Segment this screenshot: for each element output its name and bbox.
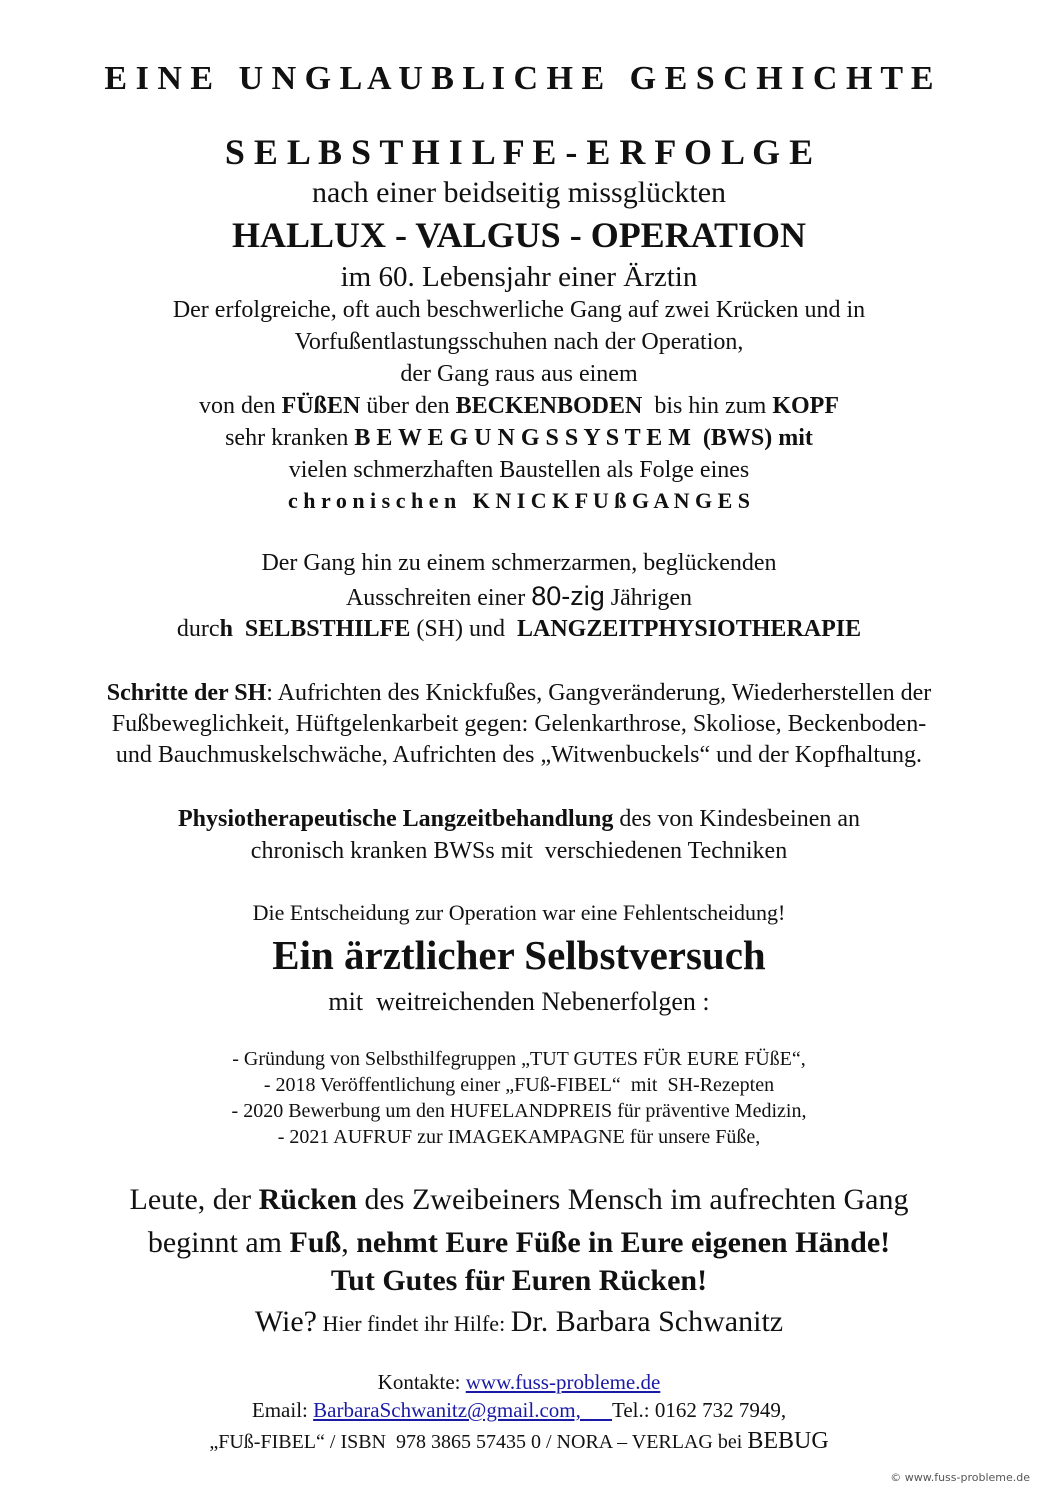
list-item: - Gründung von Selbsthilfegruppen „TUT GUTES FÜR EURE FÜßE“, bbox=[232, 1048, 806, 1070]
paragraph1-line4 bbox=[0, 393, 1038, 419]
text: : Aufrichten des Knickfußes, Gangveränderung, Wiederherstellen der bbox=[266, 680, 932, 706]
text: Ausschreiten einer bbox=[345, 585, 532, 611]
head-word: KOPF bbox=[772, 393, 839, 419]
paragraph1-line6: vielen schmerzhaften Baustellen als Folge eines bbox=[288, 457, 750, 483]
intro-line: nach einer beidseitig missglückten bbox=[311, 176, 727, 209]
steps-line3: und Bauchmuskelschwäche, Aufrichten des „Witwenbuckels“ und der Kopfhaltung. bbox=[115, 742, 923, 768]
text: des von Kindesbeinen an bbox=[613, 806, 860, 832]
movement-system-word: B E W E G U N G S S Y S T E M (BWS) mit bbox=[354, 425, 813, 451]
email-link[interactable]: BarbaraSchwanitz@gmail.com, bbox=[313, 1398, 612, 1422]
text: Jährigen bbox=[604, 585, 693, 611]
paragraph1-line7: c h r o n i s c h e n K N I C K F U ß G A N G E S bbox=[287, 488, 751, 513]
side-effects-line: mit weitreichenden Nebenerfolgen : bbox=[328, 987, 710, 1016]
website-link[interactable]: www.fuss-probleme.de bbox=[465, 1370, 661, 1394]
paragraph1-line3: der Gang raus aus einem bbox=[400, 361, 638, 387]
author-name: Dr. Barbara Schwanitz bbox=[510, 1305, 784, 1338]
paragraph1-line2: Vorfußentlastungsschuhen nach der Operation, bbox=[294, 329, 744, 355]
contact-label: Kontakte: bbox=[377, 1370, 466, 1394]
steps-label: Schritte der SH bbox=[106, 680, 267, 706]
appeal-bold: nehmt Eure Füße in Eure eigenen Hände! bbox=[356, 1226, 891, 1259]
physio-label: Physiotherapeutische Langzeitbehandlung bbox=[178, 806, 614, 832]
watermark: © www.fuss-probleme.de bbox=[890, 1471, 1030, 1484]
list-item: - 2021 AUFRUF zur IMAGEKAMPAGNE für unsere Füße, bbox=[277, 1126, 761, 1148]
phone-text: Tel.: 0162 732 7949, bbox=[612, 1398, 787, 1422]
text: , bbox=[341, 1226, 357, 1259]
list-item: - 2018 Veröffentlichung einer „FUß-FIBEL“ mit SH-Rezepten bbox=[263, 1074, 775, 1096]
paragraph1-line1: Der erfolgreiche, oft auch beschwerliche Gang auf zwei Krücken und in bbox=[172, 297, 866, 323]
text: sehr kranken bbox=[225, 425, 355, 451]
feet-word: FÜßEN bbox=[281, 393, 361, 419]
page-title: E I N E U N G L A U B L I C H E G E S C H I C H T E bbox=[104, 60, 934, 97]
contact-line bbox=[0, 1371, 1038, 1394]
text: : bbox=[499, 1311, 511, 1336]
text: (SH) und bbox=[410, 616, 517, 642]
steps-line1 bbox=[0, 680, 1038, 706]
age-number: 80-zig bbox=[531, 581, 605, 611]
decision-line: Die Entscheidung zur Operation war eine Fehlentscheidung! bbox=[252, 900, 786, 925]
appeal-line1 bbox=[0, 1183, 1038, 1216]
publisher-text: BEBUG bbox=[747, 1428, 829, 1454]
self-help-word: h SELBSTHILFE bbox=[219, 616, 411, 642]
operation-heading: HALLUX - VALGUS - OPERATION bbox=[231, 215, 807, 255]
help-text: Hier findet ihr Hilfe bbox=[317, 1311, 500, 1336]
paragraph2-line1: Der Gang hin zu einem schmerzarmen, beglückenden bbox=[261, 550, 777, 576]
experiment-heading: Ein ärztlicher Selbstversuch bbox=[272, 932, 766, 978]
email-line bbox=[0, 1399, 1038, 1422]
text: bis hin zum bbox=[642, 393, 773, 419]
text: des Zweibeiners Mensch im aufrechten Gang bbox=[356, 1183, 909, 1216]
fibel-text: „FUß-FIBEL“ / ISBN 978 3865 57435 0 / NORA – VERLAG bei bbox=[209, 1431, 748, 1453]
text: über den bbox=[360, 393, 456, 419]
text: Wie? bbox=[254, 1305, 317, 1338]
email-label: Email: bbox=[251, 1398, 314, 1422]
pelvic-floor-word: BECKENBODEN bbox=[455, 393, 643, 419]
text: Leute, der bbox=[129, 1183, 259, 1216]
text: von den bbox=[199, 393, 282, 419]
appeal-line3: Tut Gutes für Euren Rücken! bbox=[330, 1264, 708, 1297]
text: beginnt am bbox=[147, 1226, 290, 1259]
age-line: im 60. Lebensjahr einer Ärztin bbox=[340, 261, 698, 293]
back-word: Rücken bbox=[258, 1183, 357, 1216]
foot-word: Fuß bbox=[289, 1226, 342, 1259]
fibel-line bbox=[0, 1428, 1038, 1454]
appeal-line4 bbox=[0, 1305, 1038, 1338]
paragraph2-line3 bbox=[0, 616, 1038, 642]
long-term-physio-word: LANGZEITPHYSIOTHERAPIE bbox=[517, 616, 862, 642]
appeal-line2 bbox=[0, 1226, 1038, 1259]
steps-line2: Fußbeweglichkeit, Hüftgelenkarbeit gegen: Gelenkarthrose, Skoliose, Beckenboden- bbox=[111, 711, 927, 737]
text: durc bbox=[176, 616, 220, 642]
physio-line1 bbox=[0, 806, 1038, 832]
physio-line2: chronisch kranken BWSs mit verschiedenen Techniken bbox=[250, 838, 788, 864]
list-item: - 2020 Bewerbung um den HUFELANDPREIS für präventive Medizin, bbox=[231, 1100, 807, 1122]
paragraph2-line2 bbox=[0, 582, 1038, 612]
paragraph1-line5 bbox=[0, 425, 1038, 451]
subtitle: S E L B S T H I L F E - E R F O L G E bbox=[224, 132, 814, 172]
